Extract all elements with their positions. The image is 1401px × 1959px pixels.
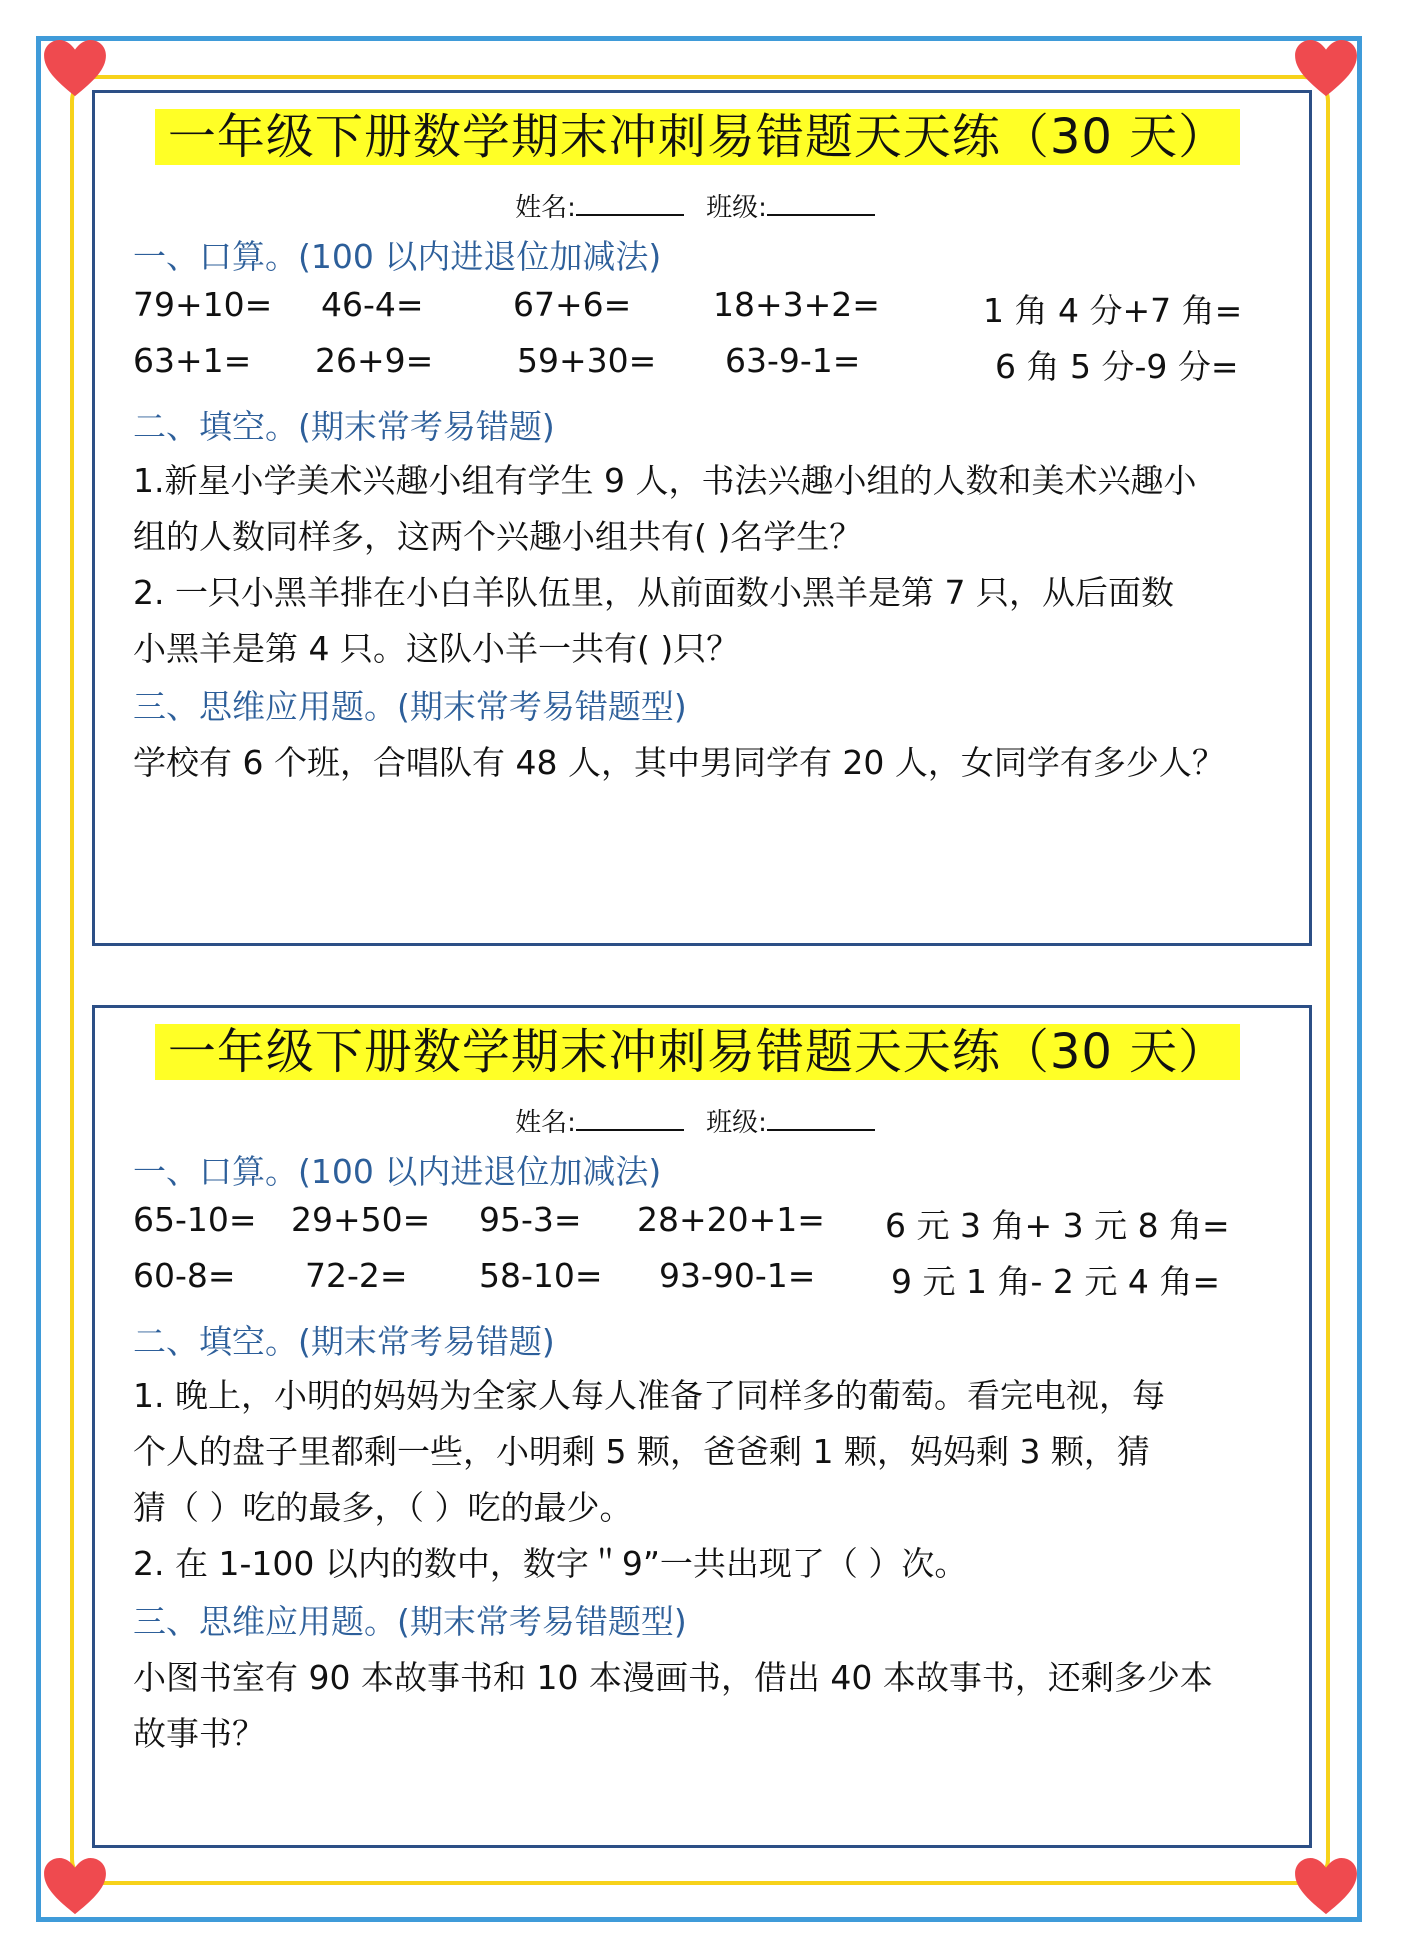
arithmetic-row [133, 285, 1289, 331]
name-blank[interactable] [576, 1107, 684, 1131]
class-blank[interactable] [767, 192, 875, 216]
arithmetic-item: 6 元 3 角+ 3 元 8 角= [885, 1206, 1230, 1245]
arithmetic-row [133, 1200, 1289, 1246]
question-line: 2. 在 1-100 以内的数中，数字＂9”一共出现了（ ）次。 [133, 1544, 968, 1583]
question-line: 组的人数同样多，这两个兴趣小组共有( )名学生？ [133, 517, 863, 556]
arithmetic-row [133, 341, 1289, 387]
arithmetic-item: 29+50= [291, 1200, 431, 1239]
section-heading: 一、口算。(100 以内进退位加减法) [133, 1152, 662, 1191]
arithmetic-item: 6 角 5 分-9 分= [995, 347, 1239, 386]
heart-icon [1295, 1858, 1357, 1916]
arithmetic-item: 72-2= [305, 1256, 408, 1295]
arithmetic-item: 58-10= [479, 1256, 603, 1295]
class-label: 班级: [706, 193, 767, 223]
arithmetic-item: 59+30= [517, 341, 657, 380]
name-class-row [95, 1102, 1309, 1139]
question-line: 学校有 6 个班，合唱队有 48 人，其中男同学有 20 人，女同学有多少人？ [133, 743, 1225, 782]
question-line: 个人的盘子里都剩一些，小明剩 5 颗，爸爸剩 1 颗，妈妈剩 3 颗，猜 [133, 1432, 1150, 1471]
arithmetic-row [133, 1256, 1289, 1302]
section-heading: 二、填空。(期末常考易错题) [133, 1322, 555, 1361]
question-line: 故事书？ [133, 1714, 265, 1753]
worksheet-title: 一年级下册数学期末冲刺易错题天天练（30 天） [155, 1024, 1240, 1080]
class-blank[interactable] [767, 1107, 875, 1131]
arithmetic-item: 79+10= [133, 285, 273, 324]
arithmetic-item: 93-90-1= [659, 1256, 816, 1295]
class-label: 班级: [706, 1108, 767, 1138]
arithmetic-item: 63+1= [133, 341, 252, 380]
name-label: 姓名: [515, 193, 576, 223]
arithmetic-item: 67+6= [513, 285, 632, 324]
section-heading: 三、思维应用题。(期末常考易错题型) [133, 1602, 687, 1641]
question-line: 2. 一只小黑羊排在小白羊队伍里，从前面数小黑羊是第 7 只，从后面数 [133, 573, 1174, 612]
arithmetic-item: 18+3+2= [713, 285, 880, 324]
worksheet-card [92, 90, 1312, 946]
name-blank[interactable] [576, 192, 684, 216]
heart-icon [44, 1858, 106, 1916]
question-line: 1.新星小学美术兴趣小组有学生 9 人，书法兴趣小组的人数和美术兴趣小 [133, 461, 1197, 500]
question-line: 1. 晚上，小明的妈妈为全家人每人准备了同样多的葡萄。看完电视，每 [133, 1376, 1165, 1415]
arithmetic-item: 28+20+1= [637, 1200, 825, 1239]
worksheet-card [92, 1005, 1312, 1848]
name-class-row [95, 187, 1309, 224]
arithmetic-item: 60-8= [133, 1256, 236, 1295]
section-heading: 二、填空。(期末常考易错题) [133, 407, 555, 446]
arithmetic-item: 65-10= [133, 1200, 257, 1239]
question-line: 猜（ ）吃的最多，（ ）吃的最少。 [133, 1488, 633, 1527]
arithmetic-item: 95-3= [479, 1200, 582, 1239]
arithmetic-item: 26+9= [315, 341, 434, 380]
arithmetic-item: 46-4= [321, 285, 424, 324]
section-heading: 一、口算。(100 以内进退位加减法) [133, 237, 662, 276]
section-heading: 三、思维应用题。(期末常考易错题型) [133, 687, 687, 726]
name-label: 姓名: [515, 1108, 576, 1138]
question-line: 小图书室有 90 本故事书和 10 本漫画书，借出 40 本故事书，还剩多少本 [133, 1658, 1213, 1697]
arithmetic-item: 1 角 4 分+7 角= [983, 291, 1243, 330]
arithmetic-item: 63-9-1= [725, 341, 861, 380]
question-line: 小黑羊是第 4 只。这队小羊一共有( )只？ [133, 629, 740, 668]
worksheet-title: 一年级下册数学期末冲刺易错题天天练（30 天） [155, 109, 1240, 165]
arithmetic-item: 9 元 1 角- 2 元 4 角= [891, 1262, 1220, 1301]
